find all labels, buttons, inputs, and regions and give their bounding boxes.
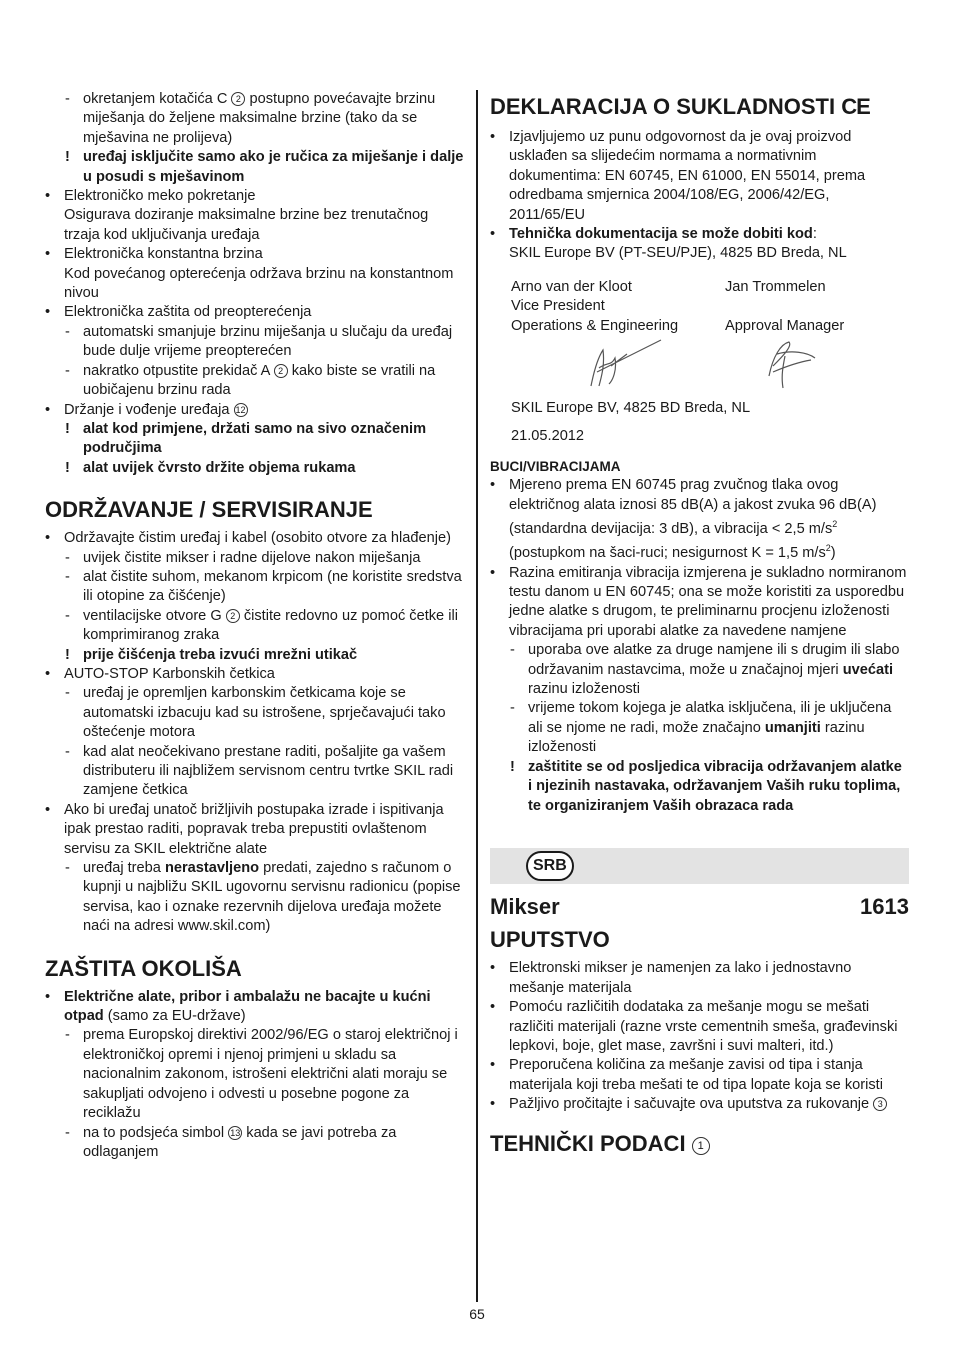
list-item: • Električne alate, pribor i ambalažu ne bacajte u kućni otpad (samo za EU-države)	[45, 988, 431, 1025]
product-model: 1613	[860, 893, 909, 919]
callout-number: 2	[231, 92, 245, 106]
callout-number: 2	[226, 609, 240, 623]
signatory-name: Arno van der Kloot	[511, 278, 632, 295]
list-item: • Elektronička zaštita od preopterećenja	[45, 304, 312, 321]
signatories	[511, 278, 909, 336]
list-item: • Razina emitiranja vibracija izmjerena je sukladno normiranom testu danom u EN 60745; ona se može koristiti za usporedbu jedne alatke s drugom, te preliminarnu procjenu izloženosti vibracijama pri uporabi alatke za navedene namjene	[490, 564, 907, 639]
list-item: - na to podsjeća simbol 13 kada se javi potreba za odlaganjem	[65, 1124, 397, 1160]
list-item: - automatski smanjuje brzinu miješanja u slučaju da uređaj bude dulje vrijeme preopterećen	[65, 323, 453, 360]
section-heading-maintenance: ODRŽAVANJE / SERVISIRANJE	[45, 497, 373, 523]
list-item: • Ako bi uređaj unatoč brižljivih postupaka izrade i ispitivanja ipak prestao raditi, popravak treba prepustiti ovlaštenom servisu za SKIL električne alate	[45, 801, 444, 857]
list-item: • Održavajte čistim uređaj i kabel (osobito otvore za hlađenje)	[45, 530, 451, 547]
list-item: • AUTO-STOP Karbonskih četkica	[45, 665, 275, 682]
list-item: - nakratko otpustite prekidač A 2 kako biste se vratili na uobičajenu brzinu rada	[65, 362, 436, 399]
product-title	[490, 893, 909, 919]
callout-number: 3	[873, 1097, 887, 1111]
list-item: • Pomoću različitih dodataka za mešanje mogu se mešati različiti materijali (razne vrste cementnih smeša, građevinski lepkovi, boje, glet mase, završni i suvi malteri, itd.)	[490, 999, 898, 1054]
list-item: - prema Europskoj direktivi 2002/96/EG o staroj električnoj i elektroničkoj opremi i njenoj primjeni u skladu sa nacionalnim zakonom, istrošeni električni alati moraju se sakupljati odvojeno i odvesti u posebne pogone za reciklažu	[65, 1027, 458, 1122]
product-name: Mikser	[490, 893, 560, 919]
list-item: - vrijeme tokom kojega je alatka isključena, ili je uključena ali se njome ne radi, može značajno umanjiti razinu izloženosti	[510, 700, 892, 756]
signatory-name: Jan Trommelen	[725, 278, 826, 295]
list-item: - uporaba ove alatke za druge namjene ili s drugim ili slabo održavanim nastavcima, može u značajnoj mjeri uvećati razinu izloženosti	[510, 642, 900, 698]
list-item: • Izjavljujemo uz punu odgovornost da je ovaj proizvod usklađen sa slijedećim normama a normativnim dokumentima: EN 60745, EN 61000, EN 55014, prema odredbama smjernica 2004/108/EG, 2006/42/EG, 2011/65/EU	[490, 129, 866, 223]
list-item: - uređaj je opremljen karbonskim četkicama koje se automatski izbacuju kad su istrošene, sprječavajući tako oštećenje motora	[65, 685, 446, 741]
signatures	[511, 336, 909, 396]
list-item: - alat čistite suhom, mekanom krpicom (ne koristite sredstva ili otopine za čišćenje)	[65, 568, 462, 605]
callout-number: 1	[692, 1137, 710, 1155]
callout-number: 12	[235, 404, 246, 415]
list-item: - okretanjem kotačića C 2 postupno povećavajte brzinu miješanja do željene maksimalne brzine (tako da se mješavina ne prolijeva)	[65, 91, 436, 146]
section-heading-tech-data: TEHNIČKI PODACI 1	[490, 1131, 909, 1157]
signature-image	[511, 336, 911, 396]
list-item: • Elektroničko meko pokretanje	[45, 188, 256, 205]
signatory-title: Operations & Engineering	[511, 317, 679, 334]
list-item: • Elektronski mikser je namenjen za lako i jednostavno mešanje materijala	[490, 960, 852, 996]
declaration-date: 21.05.2012	[511, 428, 585, 445]
signatory-title: Approval Manager	[725, 317, 845, 334]
list-item: • Mjereno prema EN 60745 prag zvučnog tlaka ovog električnog alata iznosi 85 dB(A) a jakost zvuka 96 dB(A) (standardna devijacija: 3 dB), a vibracija < 2,5 $m/s^2$ (postupkom na šaci-ruci; nesigurnost K = 1,5 $m/s^2$)	[490, 477, 877, 562]
section-heading-environment: ZAŠTITA OKOLIŠA	[45, 955, 242, 981]
warning-item: ! alat kod primjene, držati samo na sivo označenim područjima	[65, 420, 427, 457]
callout-number: 13	[230, 1127, 241, 1138]
ce-mark-icon: CE	[841, 94, 870, 119]
list-item: - uređaj treba nerastavljeno predati, zajedno s računom o kupnji u najbližu SKIL ugovornu servisnu radionicu (popise servisa, kao i oznake rezervnih dijelova uređaja možete naći na adresi www.skil.com)	[65, 860, 461, 935]
list-item: • Elektronička konstantna brzina	[45, 246, 263, 263]
list-item: • Preporučena količina za mešanje zavisi od tipa i stanja materijala koji treba mešati te od tipa lopate koja se koristi	[490, 1057, 883, 1093]
section-heading-noise: BUCI/VIBRACIJAMA	[490, 458, 621, 474]
company-address: SKIL Europe BV, 4825 BD Breda, NL	[511, 400, 751, 417]
list-item-desc: Osigurava doziranje maksimalne brzine bez trenutačnog trzaja kod uključivanja uređaja	[64, 207, 429, 243]
list-item: • Tehnička dokumentacija se može dobiti kod: SKIL Europe BV (PT-SEU/PJE), 4825 BD Breda, NL	[490, 226, 847, 262]
right-column	[490, 90, 909, 1157]
signatory-title: Vice President	[511, 298, 605, 315]
warning-item: ! alat uvijek čvrsto držite objema rukama	[65, 459, 356, 476]
section-heading-declaration: DEKLARACIJA O SUKLADNOSTI CE	[490, 94, 870, 119]
list-item: - ventilacijske otvore G 2 čistite redovno uz pomoć četke ili komprimiranog zraka	[65, 607, 458, 644]
warning-item: ! uređaj isključite samo ako je ručica za miješanje i dalje u posudi s mješavinom	[65, 149, 464, 185]
language-bar	[490, 848, 909, 884]
left-column	[45, 90, 467, 1162]
list-item: - uvijek čistite mikser i radne dijelove nakon miješanja	[65, 549, 421, 566]
list-item: - kad alat neočekivano prestane raditi, pošaljite ga vašem distributeru ili najbližem servisnom centru tvrtke SKIL radi zamjene četkica	[65, 743, 454, 799]
language-badge: SRB	[526, 851, 574, 881]
list-item-desc: Kod povećanog opterećenja održava brzinu na konstantnom nivou	[64, 265, 454, 302]
page-number: 65	[469, 1306, 485, 1322]
warning-item: ! prije čišćenja treba izvući mrežni utikač	[65, 646, 358, 663]
callout-number: 2	[274, 364, 288, 378]
section-heading-instructions: UPUTSTVO	[490, 927, 610, 953]
column-divider	[476, 90, 478, 1302]
list-item: • Pažljivo pročitajte i sačuvajte ova uputstva za rukovanje 3	[490, 1095, 909, 1114]
warning-item: ! zaštitite se od posljedica vibracija održavanjem alatke i njezinih nastavaka, održavanjem Vaših ruku toplima, te organiziranjem Vaših obrazaca rada	[510, 758, 902, 814]
list-item: • Držanje i vođenje uređaja 12	[45, 401, 246, 418]
